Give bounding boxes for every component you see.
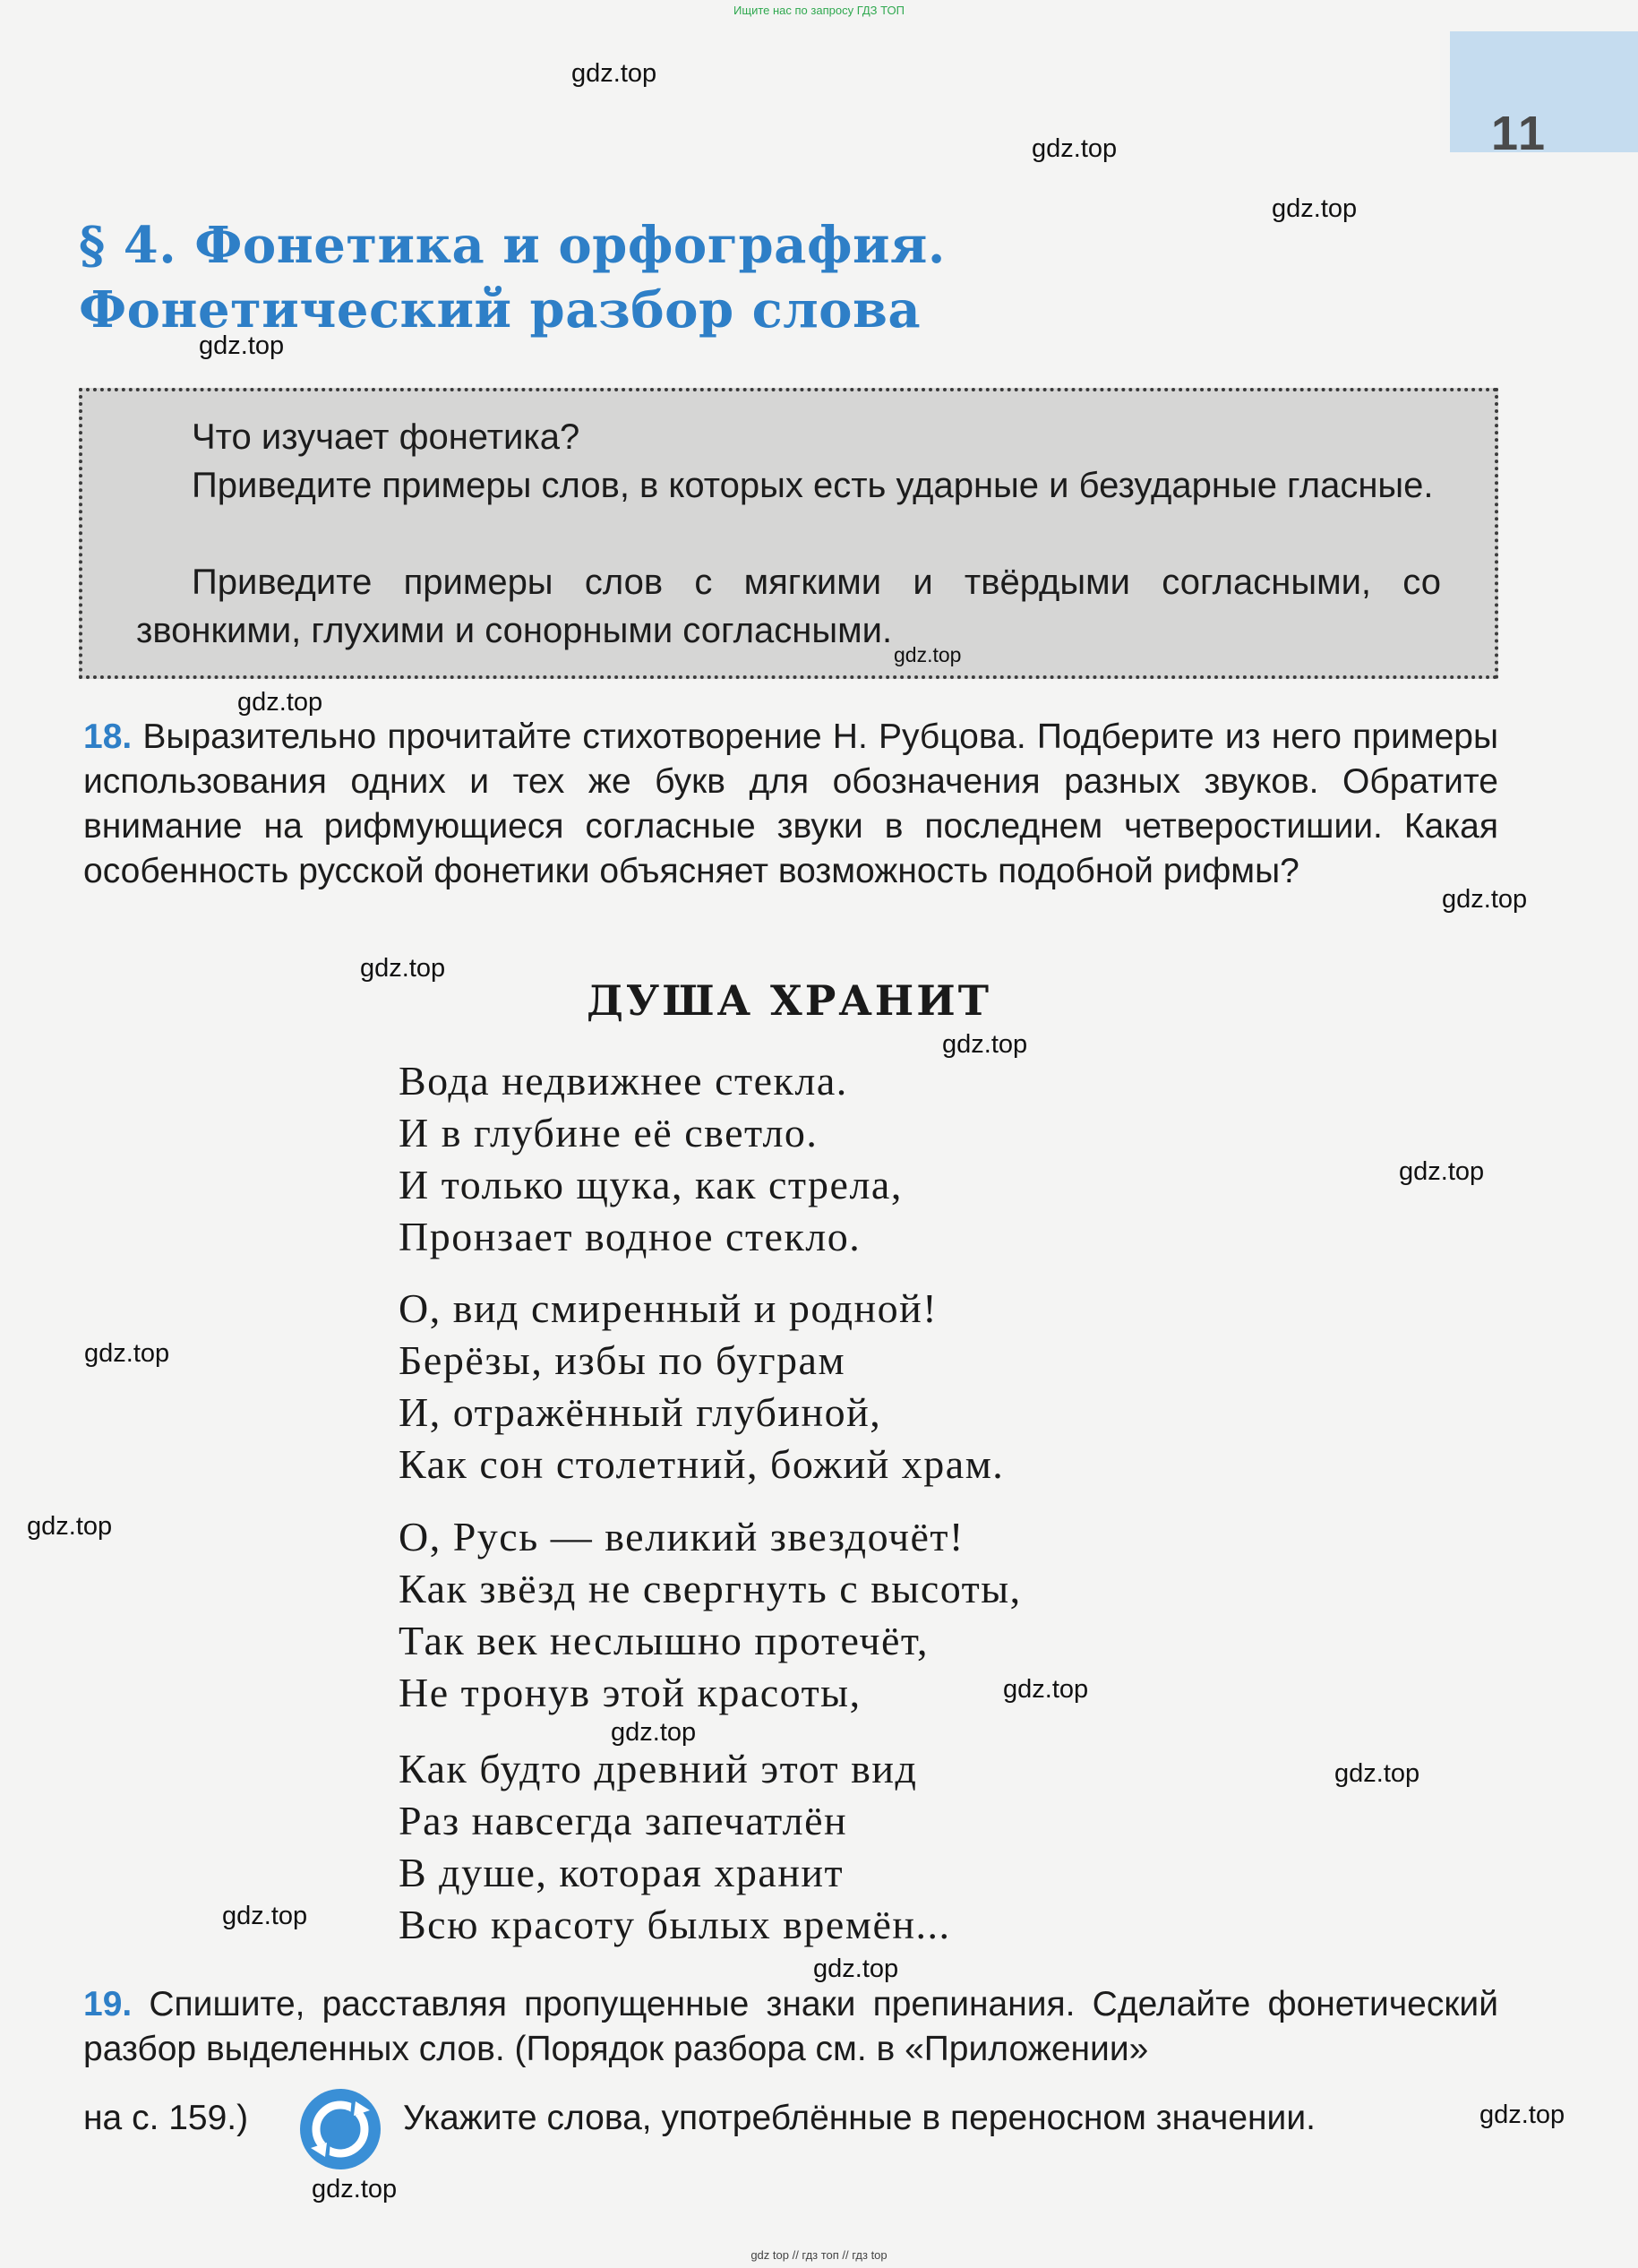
poem-line: Раз навсегда запечатлён [399,1798,848,1843]
poem-line: И в глубине её светло. [399,1110,819,1155]
poem-line: О, вид смиренный и родной! [399,1285,939,1331]
watermark: gdz.top [571,59,657,88]
watermark: gdz.top [894,643,962,666]
question-1: Что изучает фонетика? [192,417,580,457]
poem-stanza-2 [399,1283,1004,1491]
exercise-18 [83,715,1498,894]
section-title-line1: § 4. Фонетика и орфография. [79,216,946,275]
poem-line: Не тронув этой красоты, [399,1670,862,1715]
poem-line: Пронзает водное стекло. [399,1214,862,1259]
watermark: gdz.top [199,331,285,360]
top-note: Ищите нас по запросу ГДЗ ТОП [733,4,905,17]
watermark: gdz.top [1399,1157,1485,1186]
page-number: 11 [1491,107,1548,160]
watermark: gdz.top [611,1718,697,1747]
question-2: Приведите примеры слов, в которых есть ударные и безударные гласные. [192,466,1434,505]
poem-stanza-1 [399,1055,903,1263]
watermark: gdz.top [360,954,446,983]
watermark: gdz.top [237,688,323,717]
exercise-19 [83,1982,1498,2072]
watermark: gdz.top [27,1512,113,1541]
exercise-19-text: Спишите, расставляя пропущенные знаки препинания. Сделайте фонетический разбор выделенных слов. (Порядок разбора см. в «Приложении» [83,1985,1498,2068]
watermark: gdz.top [1442,885,1528,914]
exercise-19-number: 19. [83,1985,133,2023]
question-3: Приведите примеры слов с мягкими и твёрдыми согласными, со звонкими, глухими и сонорными согласными. [136,563,1441,650]
poem-line: О, Русь — великий звездочёт! [399,1514,965,1559]
watermark: gdz.top [84,1339,170,1368]
exercise-18-number: 18. [83,717,133,756]
poem-title: ДУША ХРАНИТ [587,976,991,1025]
watermark: gdz.top [942,1030,1028,1059]
poem-line: Как будто древний этот вид [399,1746,918,1791]
poem-line: И только щука, как стрела, [399,1162,903,1207]
poem-line: Всю красоту былых времён... [399,1902,951,1947]
poem-stanza-4 [399,1743,951,1951]
exercise-18-text: Выразительно прочитайте стихотворение Н. Рубцова. Подберите из него примеры использования одних и тех же букв для обозначения разных звуков. Обратите внимание на рифмующиеся согласные звуки в последнем четверостишии. Какая особенность русской фонетики объясняет возможность подобной рифмы? [83,717,1498,890]
exercise-19-tail: Укажите слова, употреблённые в переносном значении. [403,2099,1316,2137]
watermark: gdz.top [1032,134,1118,163]
poem-line: Вода недвижнее стекла. [399,1058,848,1104]
section-title-line2: Фонетический разбор слова [79,280,922,339]
poem-line: Берёзы, избы по буграм [399,1337,846,1383]
watermark: gdz.top [312,2175,398,2204]
poem-stanza-3 [399,1511,1022,1719]
watermark: gdz.top [1272,194,1358,223]
watermark: gdz.top [1334,1759,1420,1788]
poem-line: Как сон столетний, божий храм. [399,1441,1005,1487]
poem-line: Так век неслышно протечёт, [399,1618,930,1663]
poem-line: И, отражённый глубиной, [399,1389,882,1435]
watermark: gdz.top [1479,2100,1565,2129]
poem-line: В душе, которая хранит [399,1850,845,1895]
watermark: gdz.top [813,1954,899,1983]
exercise-19-lead: на с. 159.) [83,2099,249,2137]
section-title [79,213,946,342]
question-box [79,388,1498,679]
poem-line: Как звёзд не свергнуть с высоты, [399,1566,1022,1611]
repeat-task-icon [298,2087,382,2171]
watermark: gdz.top [222,1902,308,1930]
watermark: gdz.top [1003,1675,1089,1704]
bottom-note: gdz top // гдз топ // гдз top [750,2248,888,2262]
